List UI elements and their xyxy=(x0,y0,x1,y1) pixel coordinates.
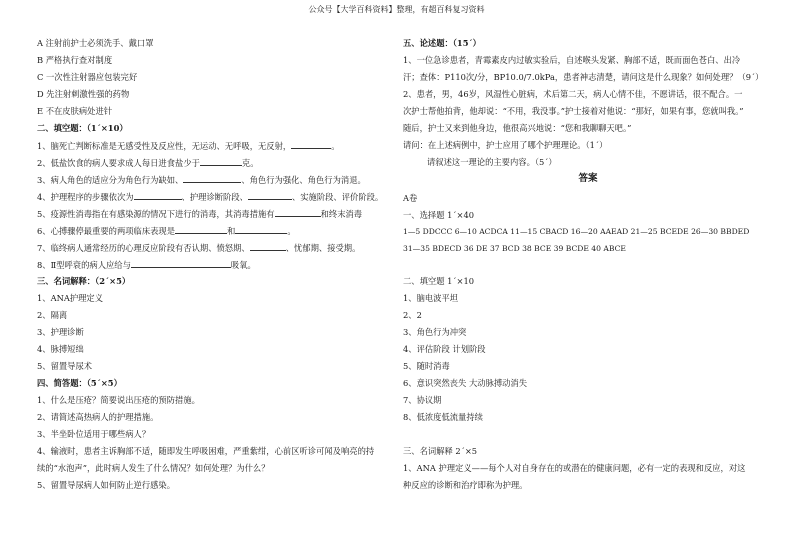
essay-case-2: 2、患者，男，46岁，风湿性心脏病，术后第二天，病人心情不佳，不愿讲话，很不配合。一 xyxy=(403,89,743,99)
short-question-1: 1、什么是压疮？简要说出压疮的预防措施。 xyxy=(37,395,200,405)
term-answer-title: 三、名词解释 2ˊ×5 xyxy=(403,446,478,456)
essay-case-2-cont: 次护士帮他拍背，他却说：“不用，我没事。”护士接着对他说：“那好，如果有事，您就叫我。” xyxy=(403,106,744,116)
fill-question-5: 5、疫源性消毒指在有感染源的情况下进行的消毒，其消毒措施有 和终末消毒 xyxy=(37,209,363,219)
fill-question-7: 7、临终病人通常经历的心理反应阶段有否认期、愤怒期、 、忧郁期、接受期。 xyxy=(37,243,361,253)
essay-case-1-cont: 汗；查体：P110次/分，BP10.0/7.0kPa，患者神志清楚，请问这是什么现象？如何处理？（9ˊ） xyxy=(403,72,764,82)
fill-section-title: 二、填空题：（1ˊ×10） xyxy=(37,123,128,133)
term-answer-1-cont: 种反应的诊断和治疗即称为护理。 xyxy=(403,480,528,490)
fill-answer-item: 7、协议期 xyxy=(403,395,442,405)
choice-answers-line: 1—5 DDCCC 6—10 ACDCA 11—15 CBACD 16—20 AAEAD 21—25 BCEDE 26—30 BBDED xyxy=(403,227,750,236)
fill-question-4: 4、护理程序的步骤依次为 、护理诊断阶段、 、实施阶段、评价阶段。 xyxy=(37,192,384,202)
short-question-5: 5、留置导尿病人如何防止逆行感染。 xyxy=(37,480,176,490)
term-answer-1: 1、ANA 护理定义——每个人对自身存在的或潜在的健康问题，必有一定的表现和反应，对这 xyxy=(403,463,746,473)
term-item: 5、留置导尿术 xyxy=(37,361,93,371)
term-item: 2、隔离 xyxy=(37,310,68,320)
term-section-title: 三、名词解释：（2ˊ×5） xyxy=(37,276,131,286)
option-c: C 一次性注射器应包装完好 xyxy=(37,72,138,82)
fill-question-6: 6、心搏骤停最重要的两项临床表现是 和 。 xyxy=(37,226,296,236)
fill-answer-item: 8、低浓度低流量持续 xyxy=(403,412,483,422)
short-question-4: 4、输液时，患者主诉胸部不适，随即发生呼吸困难，严重紫绀，心前区听诊可闻及响亮的持 xyxy=(37,446,375,456)
essay-case-2-cont: 随后，护士又来到他身边，他很高兴地说：“您和我聊聊天吧。” xyxy=(403,123,632,133)
fill-answer-item: 6、意识突然丧失 大动脉搏动消失 xyxy=(403,378,528,388)
fill-question-1: 1、脑死亡判断标准是无感受性及反应性，无运动、无呼吸，无反射， 。 xyxy=(37,141,340,151)
short-question-3: 3、半坐卧位适用于哪些病人？ xyxy=(37,429,151,439)
fill-answer-title: 二、填空题 1ˊ×10 xyxy=(403,276,475,286)
term-item: 1、ANA护理定义 xyxy=(37,293,104,303)
fill-answer-item: 1、脑电波平坦 xyxy=(403,293,459,303)
fill-answer-item: 5、随时消毒 xyxy=(403,361,450,371)
choice-answer-title: 一、选择题 1ˊ×40 xyxy=(403,210,475,220)
short-question-4-cont: 续的“水泡声”，此时病人发生了什么情况？如何处理？为什么？ xyxy=(37,463,270,473)
fill-question-2: 2、低盐饮食的病人要求成人每日进食盐少于 克。 xyxy=(37,158,259,168)
essay-question-1: 请问：在上述病例中，护士应用了哪个护理理论。（1ˊ） xyxy=(403,140,608,150)
essay-case-1: 1、一位急诊患者，青霉素皮内过敏实验后，自述喉头发紧、胸部不适，既而面色苍白、出冷 xyxy=(403,55,741,65)
fill-question-3: 3、病人角色的适应分为角色行为缺如、 、角色行为强化、角色行为消退。 xyxy=(37,175,366,185)
fill-answer-item: 2、2 xyxy=(403,310,422,320)
option-b: B 严格执行查对制度 xyxy=(37,55,113,65)
term-item: 4、脉搏短绌 xyxy=(37,344,84,354)
page-header: 公众号【大学百科资料】整理，有超百科复习资料 xyxy=(308,5,485,14)
answers-title: 答案 xyxy=(578,173,598,184)
fill-answer-item: 3、角色行为冲突 xyxy=(403,327,467,337)
option-a: A 注射前护士必须洗手、戴口罩 xyxy=(37,38,154,48)
essay-section-title: 五、论述题：（15ˊ） xyxy=(403,38,481,48)
volume-label: A卷 xyxy=(403,193,418,203)
option-d: D 先注射刺激性强的药物 xyxy=(37,89,130,99)
short-section-title: 四、简答题：（5ˊ×5） xyxy=(37,378,122,388)
short-question-2: 2、请简述高热病人的护理措施。 xyxy=(37,412,159,422)
option-e: E 不在皮肤病处进针 xyxy=(37,106,113,116)
fill-question-8: 8、Ⅱ型呼衰的病人应给与 吸氧。 xyxy=(37,260,256,270)
term-item: 3、护理诊断 xyxy=(37,327,84,337)
fill-answer-item: 4、评估阶段 计划阶段 xyxy=(403,344,486,354)
essay-question-2: 请叙述这一理论的主要内容。（5ˊ） xyxy=(427,157,557,167)
choice-answers-line: 31—35 BDECD 36 DE 37 BCD 38 BCE 39 BCDE 40 ABCE xyxy=(403,244,626,253)
